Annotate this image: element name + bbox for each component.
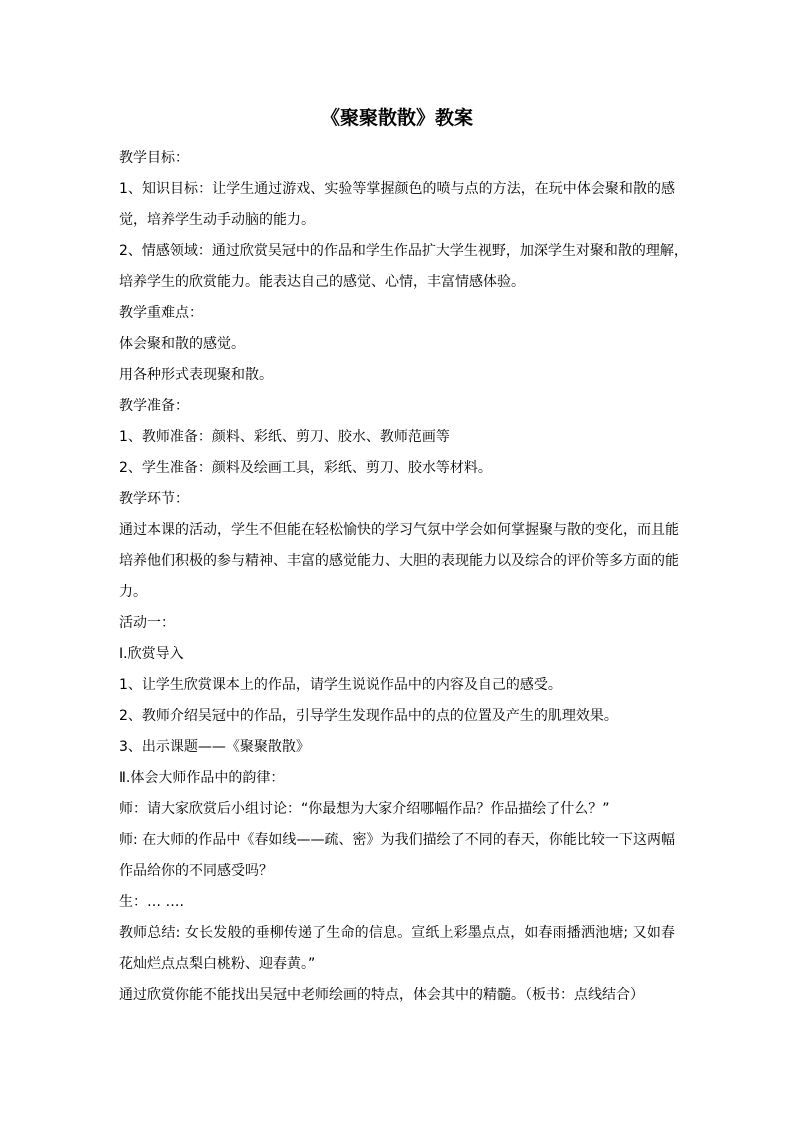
paragraph-line: 1、让学生欣赏课本上的作品，请学生说说作品中的内容及自己的感受。 bbox=[119, 677, 562, 693]
paragraph-line: 用各种形式表现聚和散。 bbox=[119, 367, 273, 383]
heading-key-points: 教学重难点： bbox=[119, 305, 203, 321]
section-heading: Ⅱ.体会大师作品中的韵律： bbox=[119, 770, 285, 786]
heading-activity-one: 活动一： bbox=[119, 615, 175, 631]
section-heading: Ⅰ.欣赏导入 bbox=[119, 646, 184, 662]
paragraph-line: 1、知识目标：让学生通过游戏、实验等掌握颜色的喷与点的方法，在玩中体会聚和散的感 bbox=[119, 181, 675, 197]
paragraph-line: 培养学生的欣赏能力。能表达自己的感觉、心情，丰富情感体验。 bbox=[119, 274, 525, 290]
paragraph-line: 师：请大家欣赏后小组讨论：“你最想为大家介绍哪幅作品？作品描绘了什么？” bbox=[119, 801, 610, 817]
paragraph-line: 培养他们积极的参与精神、丰富的感觉能力、大胆的表现能力以及综合的评价等多方面的能 bbox=[119, 553, 679, 569]
paragraph-line: 生：… …. bbox=[119, 894, 184, 910]
paragraph-line: 力。 bbox=[119, 584, 147, 600]
paragraph-line: 教师总结: 女长发般的垂柳传递了生命的信息。宣纸上彩墨点点，如春雨播洒池塘; 又如春 bbox=[119, 925, 675, 941]
document-body bbox=[119, 143, 688, 1011]
paragraph-line: 通过本课的活动，学生不但能在轻松愉快的学习气氛中学会如何掌握聚与散的变化，而且能 bbox=[119, 522, 679, 538]
heading-objectives: 教学目标： bbox=[119, 150, 189, 166]
heading-preparation: 教学准备： bbox=[119, 398, 189, 414]
paragraph-line: 师: 在大师的作品中《春如线——疏、密》为我们描绘了不同的春天，你能比较一下这两幅 bbox=[119, 832, 675, 848]
paragraph-line: 1、教师准备：颜料、彩纸、剪刀、胶水、教师范画等 bbox=[119, 429, 450, 445]
heading-teaching-steps: 教学环节： bbox=[119, 491, 189, 507]
paragraph-line: 2、学生准备：颜料及绘画工具，彩纸、剪刀、胶水等材料。 bbox=[119, 460, 492, 476]
paragraph-line: 2、教师介绍吴冠中的作品，引导学生发现作品中的点的位置及产生的肌理效果。 bbox=[119, 708, 618, 724]
paragraph-line: 花灿烂点点梨白桃粉、迎春黄。” bbox=[119, 956, 316, 972]
paragraph-line: 体会聚和散的感觉。 bbox=[119, 336, 245, 352]
paragraph-line: 作品给你的不同感受吗？ bbox=[119, 863, 273, 879]
paragraph-line: 通过欣赏你能不能找出吴冠中老师绘画的特点，体会其中的精髓。（板书：点线结合） bbox=[119, 987, 644, 1003]
paragraph-line: 觉，培养学生动手动脑的能力。 bbox=[119, 212, 315, 228]
document-title: 《聚聚散散》教案 bbox=[320, 107, 473, 129]
paragraph-line: 2、情感领域：通过欣赏吴冠中的作品和学生作品扩大学生视野，加深学生对聚和散的理解， bbox=[119, 243, 688, 259]
paragraph-line: 3、出示课题——《聚聚散散》 bbox=[119, 739, 310, 755]
